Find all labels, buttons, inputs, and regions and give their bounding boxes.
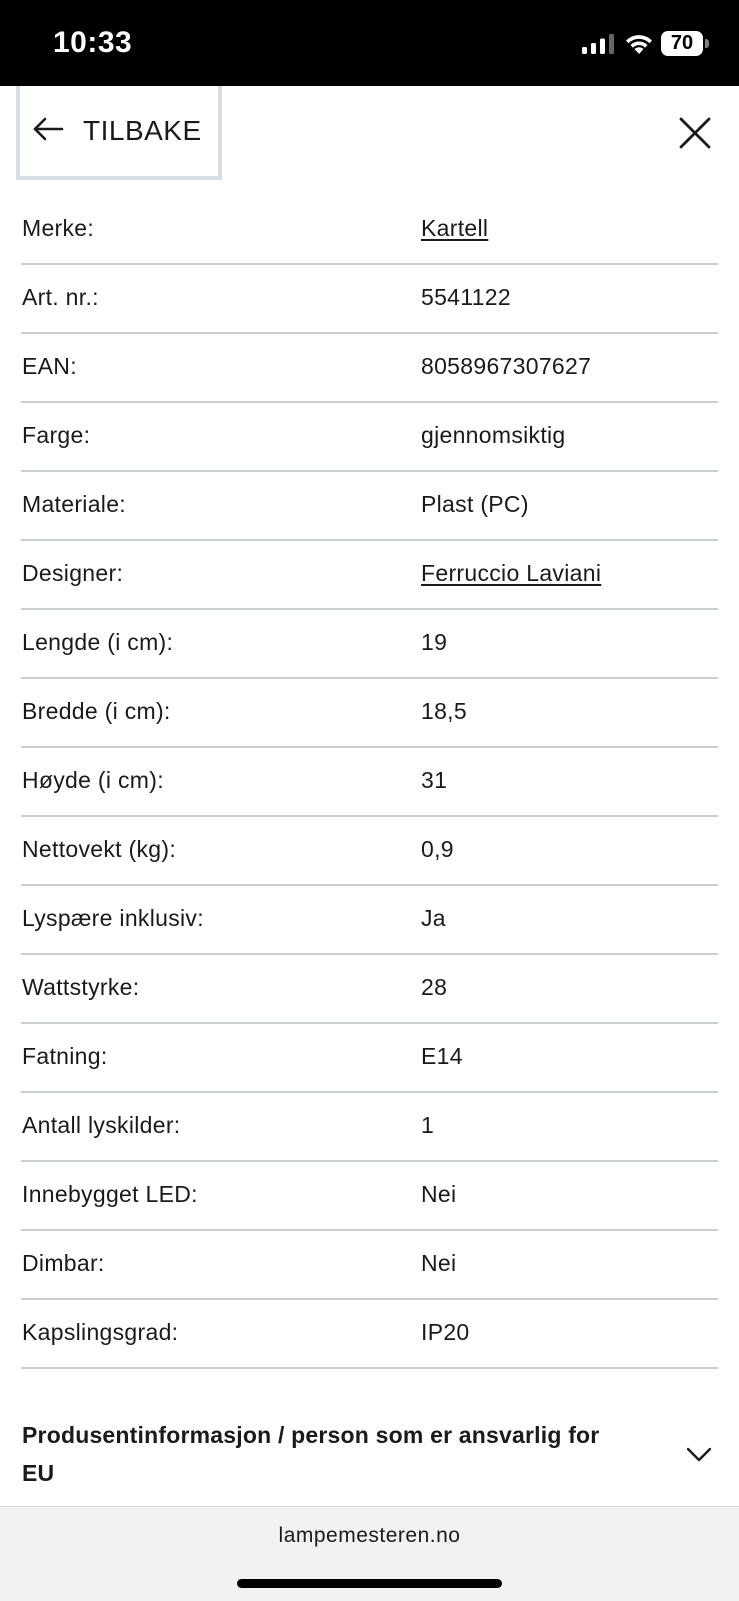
spec-row: [21, 541, 718, 610]
spec-label: Antall lyskilder:: [22, 1112, 181, 1138]
spec-row: [21, 1300, 718, 1369]
spec-value: 5541122: [421, 284, 511, 310]
spec-value: Nei: [421, 1181, 457, 1207]
spec-row: [21, 1162, 718, 1231]
wifi-icon: [624, 32, 654, 55]
spec-label: EAN:: [22, 353, 77, 379]
spec-row: [21, 265, 718, 334]
spec-label: Lengde (i cm):: [22, 629, 174, 655]
spec-row: [21, 817, 718, 886]
product-specs-page: [0, 86, 739, 1506]
arrow-left-icon: [32, 116, 64, 142]
spec-label: Innebygget LED:: [22, 1181, 198, 1207]
spec-value: 19: [421, 629, 448, 655]
spec-value: gjennomsiktig: [421, 422, 566, 448]
spec-value: 1: [421, 1112, 435, 1138]
back-button[interactable]: [16, 86, 222, 180]
spec-row: [21, 196, 718, 265]
back-label: TILBAKE: [83, 115, 202, 146]
spec-label: Designer:: [22, 560, 124, 586]
spec-row: [21, 886, 718, 955]
spec-label: Dimbar:: [22, 1250, 105, 1276]
spec-label: Lyspære inklusiv:: [22, 905, 204, 931]
status-time: 10:33: [53, 26, 133, 59]
spec-row: [21, 472, 718, 541]
spec-label: Høyde (i cm):: [22, 767, 164, 793]
close-icon[interactable]: [676, 114, 714, 152]
spec-value: 28: [421, 974, 448, 1000]
spec-label: Bredde (i cm):: [22, 698, 171, 724]
spec-label: Art. nr.:: [22, 284, 99, 310]
url-bar[interactable]: lampemesteren.no: [278, 1524, 461, 1547]
spec-row: [21, 403, 718, 472]
spec-value: 0,9: [421, 836, 454, 862]
spec-label: Nettovekt (kg):: [22, 836, 177, 862]
spec-row: [21, 748, 718, 817]
spec-label: Materiale:: [22, 491, 126, 517]
spec-value: 18,5: [421, 698, 467, 724]
spec-label: Wattstyrke:: [22, 974, 140, 1000]
spec-label: Fatning:: [22, 1043, 108, 1069]
spec-row: [21, 1093, 718, 1162]
chevron-down-icon: [685, 1446, 713, 1464]
spec-row: [21, 955, 718, 1024]
spec-value: Ja: [421, 905, 446, 931]
cellular-signal-icon: [582, 34, 615, 54]
spec-row: [21, 610, 718, 679]
spec-row: [21, 334, 718, 403]
spec-label: Merke:: [22, 215, 95, 241]
spec-value: E14: [421, 1043, 463, 1069]
spec-value-link[interactable]: Kartell: [421, 215, 489, 241]
spec-row: [21, 1231, 718, 1300]
home-indicator[interactable]: [237, 1579, 502, 1588]
accordion-title: Produsentinformasjon / person som er ansvarlig for EU: [22, 1422, 600, 1486]
spec-value-link[interactable]: Ferruccio Laviani: [421, 560, 602, 586]
spec-value: Plast (PC): [421, 491, 529, 517]
manufacturer-info-accordion[interactable]: [21, 1416, 718, 1498]
spec-value: IP20: [421, 1319, 470, 1345]
status-bar: [0, 0, 739, 86]
spec-row: [21, 1024, 718, 1093]
spec-row: [21, 679, 718, 748]
spec-table: [21, 196, 718, 1369]
battery-level: 70: [670, 32, 694, 54]
spec-value: 8058967307627: [421, 353, 592, 379]
battery-icon: [661, 31, 709, 56]
spec-label: Farge:: [22, 422, 91, 448]
spec-value: Nei: [421, 1250, 457, 1276]
spec-value: 31: [421, 767, 448, 793]
browser-bar: [0, 1506, 739, 1601]
spec-label: Kapslingsgrad:: [22, 1319, 179, 1345]
